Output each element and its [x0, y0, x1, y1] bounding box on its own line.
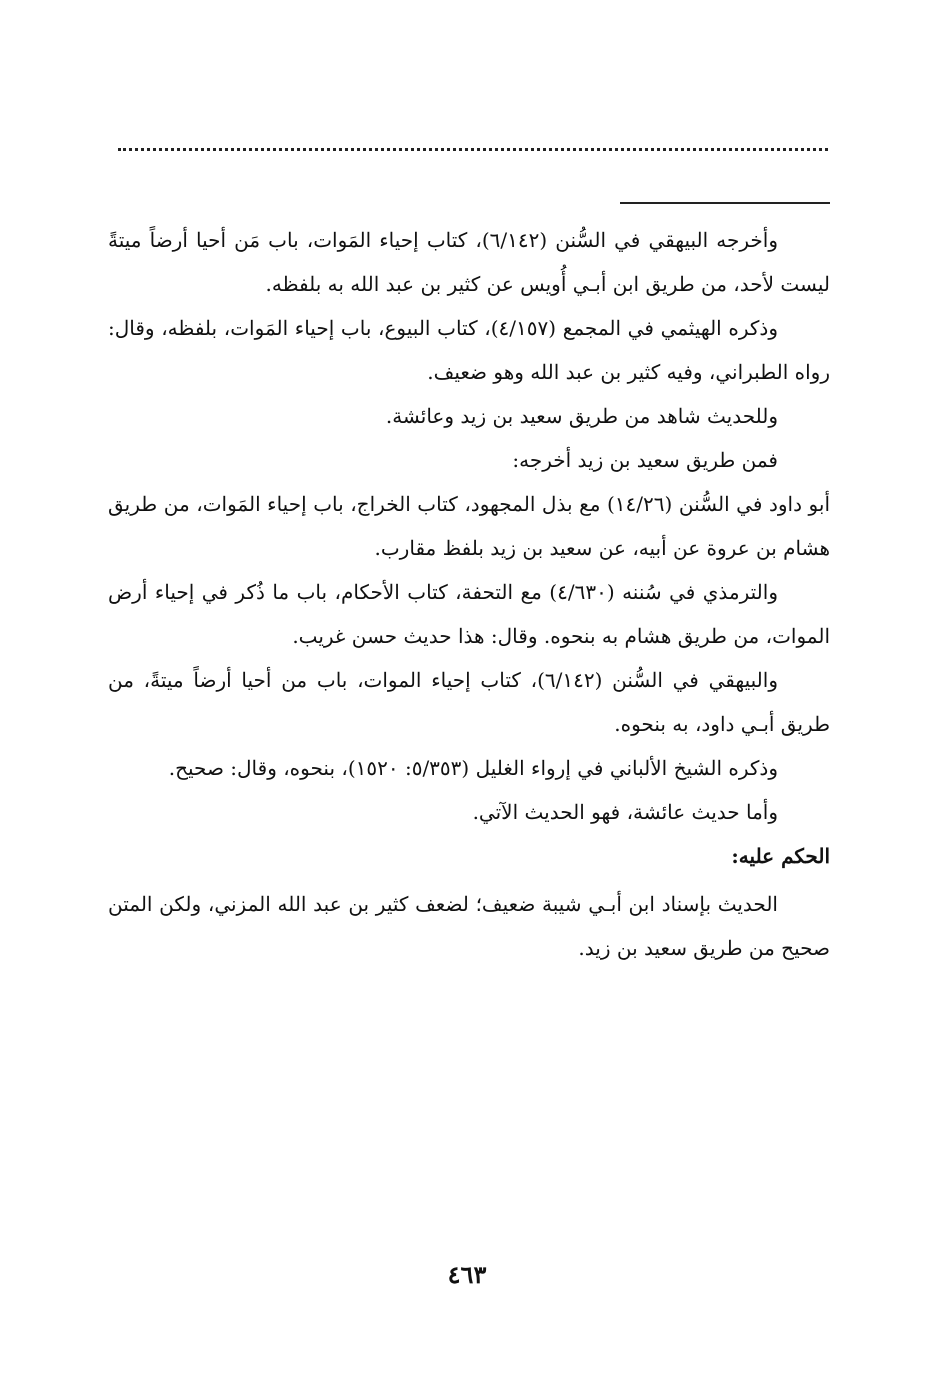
dotted-separator — [118, 148, 828, 151]
paragraph-bayhaqi-1: وأخرجه البيهقي في السُّنن (٦/١٤٢)، كتاب إحياء المَوات، باب مَن أحيا أرضاً ميتةً ليست لأحد، من طريق ابن أبـي أُويس عن كثير بن عبد الله به بلفظه. — [108, 228, 830, 296]
paragraph-bayhaqi-2: والبيهقي في السُّنن (٦/١٤٢)، كتاب إحياء الموات، باب من أحيا أرضاً ميتةً، من طريق أبـي داود، به بنحوه. — [108, 668, 830, 736]
footnote-body — [108, 218, 830, 970]
paragraph-tirmidhi: والترمذي في سُننه (٤/٦٣٠) مع التحفة، كتاب الأحكام، باب ما ذُكر في إحياء أرض الموات، من طريق هشام به بنحوه. وقال: هذا حديث حسن غريب. — [108, 580, 830, 648]
paragraph-witness: وللحديث شاهد من طريق سعيد بن زيد وعائشة. — [385, 404, 778, 428]
paragraph-albani: وذكره الشيخ الألباني في إرواء الغليل (٥/٣٥٣: ١٥٢٠)، بنحوه، وقال: صحيح. — [168, 756, 778, 780]
ruling-text: الحديث بإسناد ابن أبـي شيبة ضعيف؛ لضعف كثير بن عبد الله المزني، ولكن المتن صحيح من طريق سعيد بن زيد. — [108, 892, 830, 960]
paragraph-abu-dawud: أبو داود في السُّنن (١٤/٢٦) مع بذل المجهود، كتاب الخراج، باب إحياء المَوات، من طريق هشام بن عروة عن أبيه، عن سعيد بن زيد بلفظ مقارب. — [108, 492, 830, 560]
paragraph-haythami: وذكره الهيثمي في المجمع (٤/١٥٧)، كتاب البيوع، باب إحياء المَوات، بلفظه، وقال: رواه الطبراني، وفيه كثير بن عبد الله وهو ضعيف. — [108, 316, 830, 384]
footnote-rule — [620, 202, 830, 204]
ruling-heading: الحكم عليه: — [731, 844, 830, 868]
paragraph-aisha: وأما حديث عائشة، فهو الحديث الآتي. — [472, 800, 778, 824]
page-number: ٤٦٣ — [447, 1260, 487, 1289]
paragraph-said-intro: فمن طريق سعيد بن زيد أخرجه: — [512, 448, 778, 472]
